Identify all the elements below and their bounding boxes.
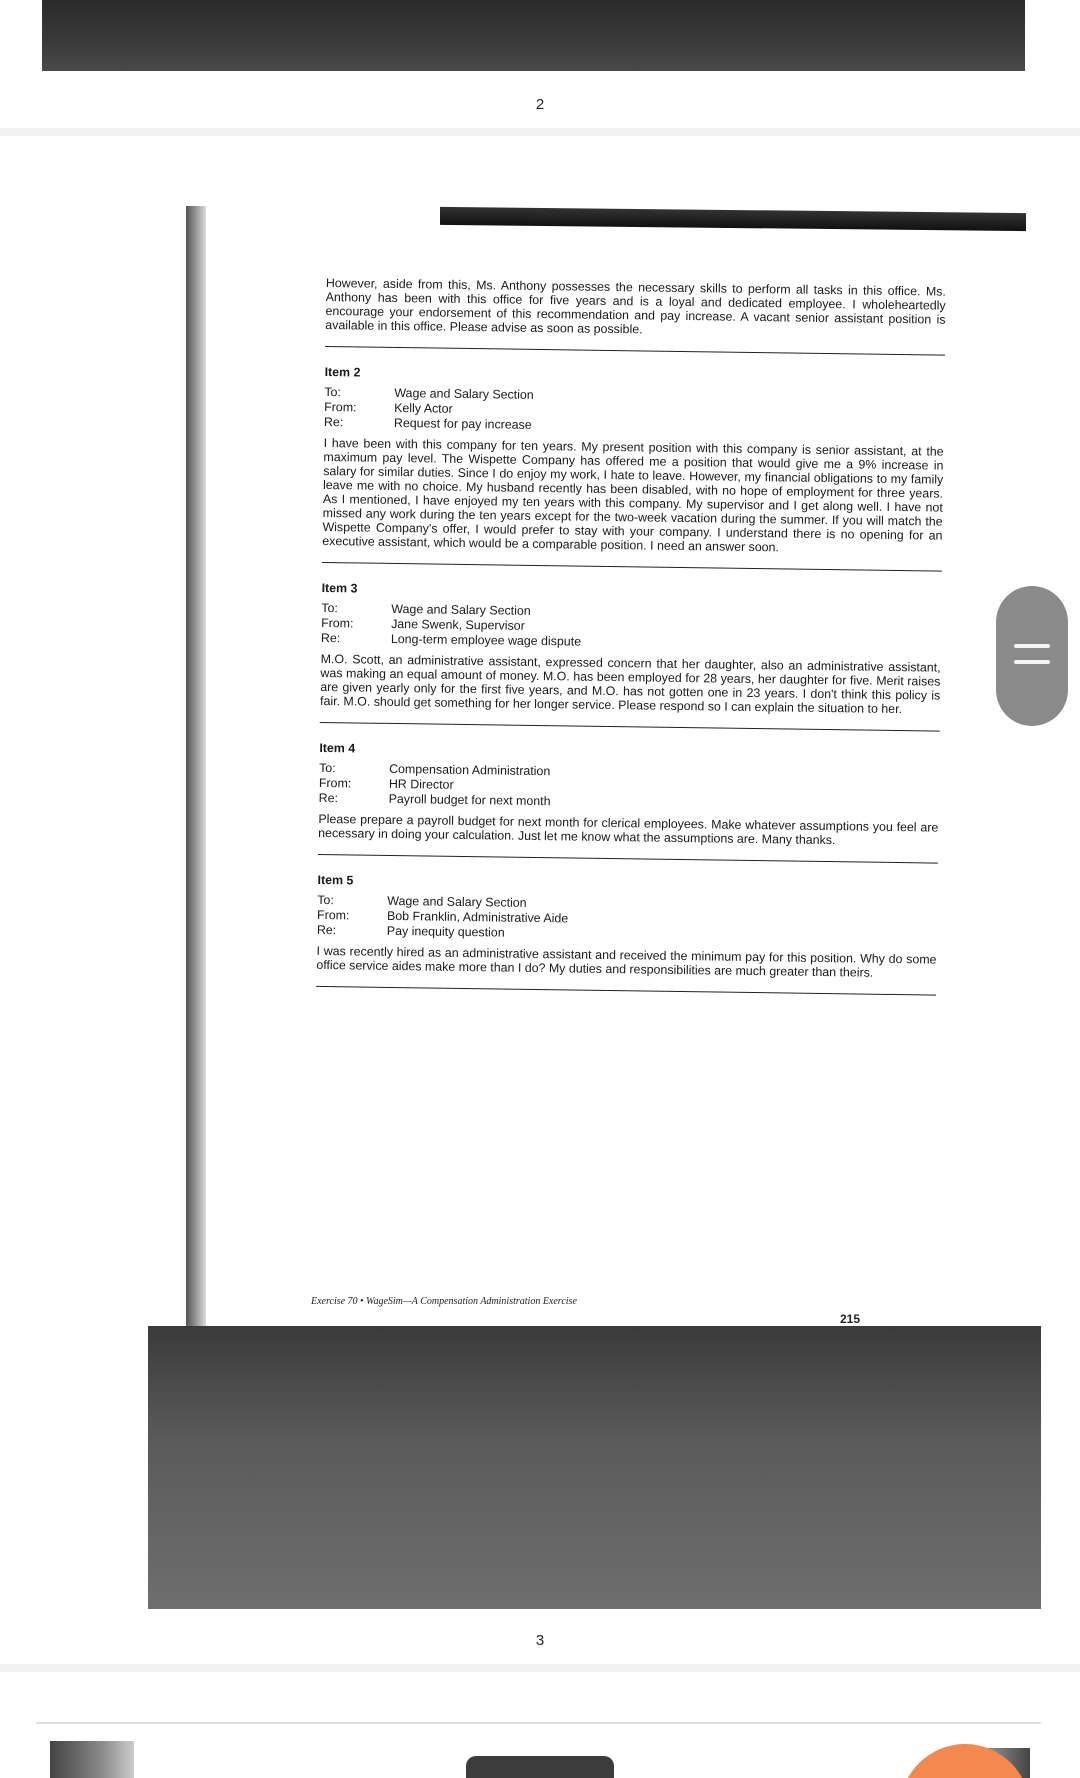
memo-to-value: Wage and Salary Section	[394, 385, 534, 402]
section-divider	[320, 722, 940, 732]
item-title: Item 3	[321, 580, 358, 596]
section-divider	[316, 986, 936, 996]
scroll-handle[interactable]	[996, 586, 1068, 726]
page-label-2: 2	[535, 96, 545, 113]
memo-re-label: Re:	[316, 922, 337, 938]
memo-item	[322, 365, 944, 557]
page-top-dark-band	[440, 207, 1026, 231]
memo-to-value: Wage and Salary Section	[387, 893, 527, 910]
memo-from-label: From:	[316, 907, 350, 923]
grip-line-icon	[1014, 660, 1050, 664]
section-divider	[325, 346, 945, 356]
next-page-left-corner	[50, 1741, 134, 1778]
section-divider	[318, 854, 938, 864]
page-footer-title: Exercise 70 • WageSim—A Compensation Administration Exercise	[311, 1296, 577, 1307]
memo-to-label: To:	[317, 892, 334, 908]
grip-line-icon	[1014, 644, 1050, 648]
memo-re-label: Re:	[323, 414, 344, 430]
memo-from-value: Jane Swenk, Supervisor	[391, 616, 525, 633]
memo-body: Please prepare a payroll budget for next month for clerical employees. Make whatever assumptions you feel are necessary in doing your calculation. Just let me know what the assumptions are. Many thanks.	[318, 811, 939, 848]
memo-from-value: Kelly Actor	[394, 400, 453, 416]
memo-body: I was recently hired as an administrative assistant and received the minimum pay for this position. Why do some office service aides make more than I do? My duties and responsibilities are much greater than theirs.	[316, 943, 937, 980]
memo-item	[318, 741, 939, 849]
memo-to-value: Compensation Administration	[389, 761, 551, 779]
memo-re-value: Request for pay increase	[393, 415, 532, 432]
memo-to-label: To:	[319, 760, 336, 776]
item-title: Item 5	[317, 872, 354, 888]
page-bottom-dark-area	[148, 1326, 1041, 1609]
page-separator	[0, 1664, 1080, 1672]
page-label-3: 3	[535, 1632, 545, 1649]
page-text-content	[316, 276, 946, 1014]
page-spine-shadow	[186, 206, 206, 1506]
memo-re-label: Re:	[318, 790, 339, 806]
memo-re-value: Payroll budget for next month	[388, 791, 551, 809]
memo-item	[320, 581, 942, 717]
memo-from-value: Bob Franklin, Administrative Aide	[386, 908, 569, 926]
memo-re-value: Long-term employee wage dispute	[390, 631, 582, 649]
memo-body: M.O. Scott, an administrative assistant, expressed concern that her daughter, also an administrative assistant, was making an equal amount of money. M.O. has been employed for 28 years, her daughter for five. Merit raises are given yearly only for the first five years, and M.O. has not gotten one in 23 years. I don't think this policy is fair. M.O. should get something for her longer service. Please respond so I can explain the situation to her.	[319, 651, 941, 717]
page-footer-number: 215	[840, 1312, 861, 1326]
memo-re-value: Pay inequity question	[386, 923, 505, 940]
memo-from-value: HR Director	[388, 776, 454, 792]
bottom-toolbar-pill[interactable]	[466, 1756, 614, 1778]
section-divider	[322, 562, 942, 572]
memo-re-label: Re:	[320, 630, 341, 646]
page-separator	[0, 128, 1080, 136]
memo-from-label: From:	[318, 775, 352, 791]
scanned-page	[36, 146, 1041, 1609]
item-title: Item 2	[324, 364, 361, 380]
intro-paragraph: However, aside from this, Ms. Anthony possesses the necessary skills to perform all tasks in this office. Ms. Anthony has been with this office for five years and is a loyal and dedicated employee. I wholeheartedly encourage your endorsement of this recommendation and pay increase. A vacant senior assistant position is available in this office. Please advise as soon as possible.	[325, 276, 946, 337]
memo-from-label: From:	[324, 399, 357, 415]
memo-to-label: To:	[324, 384, 342, 400]
item-title: Item 4	[319, 740, 356, 756]
memo-to-value: Wage and Salary Section	[391, 601, 531, 618]
memo-from-label: From:	[321, 615, 354, 631]
previous-page-scan-edge	[42, 0, 1025, 71]
memo-item	[316, 873, 937, 981]
memo-body: I have been with this company for ten years. My present position with this company is senior assistant, at the maximum pay level. The Wispette Company has offered me a position that would give me a 9% increase in salary for similar duties. Since I do enjoy my work, I hate to leave. However, my financial obligations to my family leave me with no choice. My husband recently has been disabled, with no hope of employment for three years. As I mentioned, I have enjoyed my ten years with this company. My supervisor and I get along well. I have not missed any work during the ten years except for the two-week vacation during the summer. If you will match the Wispette Company's offer, I would prefer to stay with your company. I understand there is no opening for an executive assistant, which would be a comparable position. I need an answer soon.	[322, 435, 944, 555]
memo-to-label: To:	[321, 600, 338, 616]
